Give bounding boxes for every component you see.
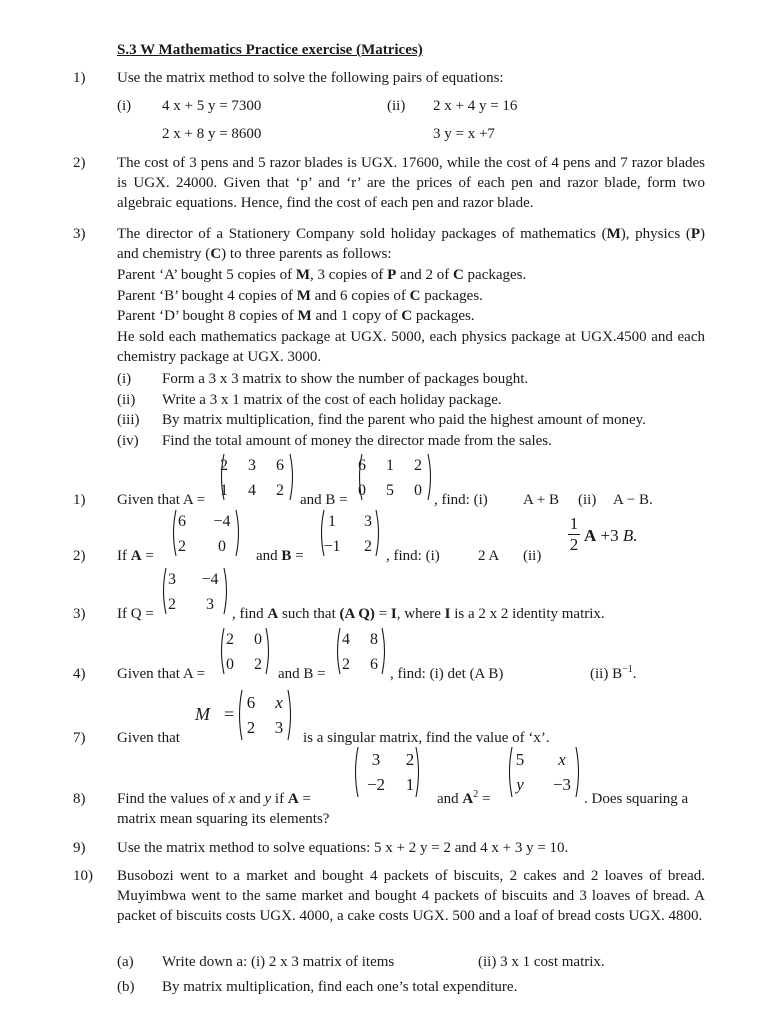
question-number: 7) — [73, 730, 86, 746]
question-number: 1) — [73, 492, 86, 508]
matrix-cell: 1 — [405, 775, 415, 794]
equation: 2 x + 8 y = 8600 — [162, 126, 262, 142]
right-paren — [576, 747, 579, 797]
matrix-cell: 6 — [358, 457, 366, 474]
question-text: If A = — [117, 548, 154, 564]
part-text: By matrix multiplication, find the parent who paid the highest amount of money. — [162, 412, 646, 428]
part-label: (ii) — [578, 492, 597, 508]
right-paren — [236, 510, 239, 556]
part-label: (a) — [117, 954, 134, 970]
question-number: 2) — [73, 548, 86, 564]
matrix-cell: 2 — [364, 538, 372, 555]
left-paren — [356, 747, 359, 797]
question-text: . Does squaring a — [584, 791, 689, 807]
question-text: If Q = — [117, 606, 154, 622]
question-text: He sold each mathematics package at UGX. 5000, each physics package at UGX.4500 and each chemistry package at UGX. 3000. — [117, 329, 705, 365]
equation: 4 x + 5 y = 7300 — [162, 98, 262, 114]
part-text: Write a 3 x 1 matrix of the cost of each holiday package. — [162, 392, 502, 408]
matrix-cell: −1 — [323, 538, 341, 555]
matrix-b — [318, 509, 382, 557]
matrix-cell: 1 — [220, 482, 228, 499]
matrix-cell: −4 — [213, 513, 231, 530]
matrix-cell: 6 — [370, 656, 378, 673]
matrix-cell: 3 — [274, 718, 284, 737]
part-text: (ii) 3 x 1 cost matrix. — [478, 954, 605, 970]
part-text: By matrix multiplication, find each one’s total expenditure. — [162, 979, 518, 995]
expression: (ii) $B^{-1}$. — [590, 664, 637, 682]
matrix-cell: 0 — [226, 656, 234, 673]
question-number: 10) — [73, 868, 93, 884]
matrix-b — [334, 627, 388, 675]
question-number: 4) — [73, 666, 86, 682]
equation: 3 y = x +7 — [433, 126, 495, 142]
matrix-cell: 6 — [246, 693, 256, 712]
question-text: , find: (i) det (A B) — [390, 666, 504, 682]
question-text: The cost of 3 pens and 5 razor blades is UGX. 17600, while the cost of 4 pens and 7 razor blades is UGX. 24000. Given that ‘p’ and ‘r’ are the prices of each pen and razor blade, form two algebraic equations. Hence, find the cost of each pen and razor blade. — [117, 155, 705, 211]
question-number: 2) — [73, 155, 86, 171]
question-number: 8) — [73, 791, 86, 807]
matrix-cell: y — [516, 775, 524, 794]
part-label: (ii) — [117, 392, 136, 408]
matrix-cell: 8 — [370, 631, 378, 648]
question-text: is a singular matrix, find the value of ‘x’. — [303, 730, 550, 746]
matrix-m — [236, 689, 294, 741]
matrix-cell: 6 — [276, 457, 284, 474]
equals-sign: = — [224, 704, 235, 724]
question-number: 3) — [73, 226, 86, 242]
question-number: 9) — [73, 840, 86, 856]
matrix-cell: 0 — [218, 538, 226, 555]
question-text: , find: (i) — [434, 492, 488, 508]
page-title: S.3 W Mathematics Practice exercise (Matrices) — [117, 42, 423, 58]
part-label: (i) — [117, 98, 132, 114]
matrix-cell: 2 — [405, 750, 415, 769]
question-text: , find: (i) — [386, 548, 440, 564]
question-text: , find A such that (A Q) = I, where I is a 2 x 2 identity matrix. — [232, 606, 605, 622]
matrix-cell: 2 — [226, 631, 234, 648]
fraction-denominator: 2 — [569, 535, 579, 554]
matrix-cell: 3 — [206, 596, 214, 613]
matrix-cell: 3 — [168, 571, 176, 588]
part-label: (i) — [117, 371, 132, 387]
question-text: and $A^2$ = — [437, 789, 491, 807]
parent-a-line: Parent ‘A’ bought 5 copies of M, 3 copies of P and 2 of C packages. — [117, 267, 527, 283]
matrix-cell: 0 — [358, 482, 366, 499]
question-number: 3) — [73, 606, 86, 622]
equation: 2 x + 4 y = 16 — [433, 98, 518, 114]
matrix-cell: 3 — [364, 513, 372, 530]
matrix-cell: x — [558, 750, 566, 769]
question-text: Use the matrix method to solve the following pairs of equations: — [117, 70, 504, 86]
part-label: (ii) — [387, 98, 406, 114]
part-text: Write down a: (i) 2 x 3 matrix of items — [162, 954, 395, 970]
question-text: Given that A = — [117, 492, 206, 508]
question-text: Use the matrix method to solve equations: 5 x + 2 y = 2 and 4 x + 3 y = 10. — [117, 840, 569, 856]
matrix-cell: 5 — [515, 750, 525, 769]
matrix-cell: 6 — [178, 513, 186, 530]
question-text: matrix mean squaring its elements? — [117, 811, 330, 827]
parent-d-line: Parent ‘D’ bought 8 copies of M and 1 copy of C packages. — [117, 308, 475, 324]
expression: A − B. — [613, 492, 653, 508]
part-label: (b) — [117, 979, 135, 995]
part-label: (ii) — [523, 548, 542, 564]
part-label: (iv) — [117, 433, 139, 449]
matrix-cell: 2 — [254, 656, 262, 673]
question-text: Busobozi went to a market and bought 4 packets of biscuits, 2 cakes and 2 loaves of bread. Muyimbwa went to the same market and bought 4 packets of biscuits and 3 loaves of bread. A packet of biscuits costs UGX. 4000, a cake costs UGX. 500 and a loaf of bread costs UGX. 4800. — [117, 868, 705, 924]
matrix-cell: 2 — [178, 538, 186, 555]
question-text: The director of a Stationery Company sold holiday packages of mathematics (M), physics (P) and chemistry (C) to three parents as follows: — [117, 226, 705, 262]
part-text: Find the total amount of money the director made from the sales. — [162, 433, 552, 449]
matrix-a — [218, 453, 296, 501]
expression: A +3 B. — [584, 526, 638, 545]
matrix-q — [160, 567, 230, 615]
part-label: (iii) — [117, 412, 140, 428]
matrix-cell: 2 — [414, 457, 422, 474]
matrix-cell: 0 — [254, 631, 262, 648]
parent-b-line: Parent ‘B’ bought 4 copies of M and 6 copies of C packages. — [117, 288, 483, 304]
expression: 2 A — [478, 548, 500, 564]
matrix-cell: 2 — [168, 596, 176, 613]
expression: A + B — [523, 492, 559, 508]
right-paren — [224, 568, 227, 614]
question-text: Given that A = — [117, 666, 206, 682]
matrix-cell: −2 — [366, 775, 386, 794]
question-text: Given that — [117, 730, 180, 746]
matrix-cell: 2 — [246, 718, 256, 737]
matrix-cell: 2 — [276, 482, 284, 499]
part-text: Form a 3 x 3 matrix to show the number of packages bought. — [162, 371, 529, 387]
matrix-label: M — [195, 704, 210, 724]
matrix-cell: −3 — [552, 775, 572, 794]
matrix-cell: 4 — [342, 631, 350, 648]
matrix-cell: 2 — [342, 656, 350, 673]
matrix-cell: −4 — [201, 571, 219, 588]
matrix-b — [356, 453, 434, 501]
matrix-cell: 3 — [248, 457, 256, 474]
matrix-a — [218, 627, 272, 675]
matrix-cell: 1 — [386, 457, 394, 474]
question-text: and B = — [256, 548, 304, 564]
matrix-a — [170, 509, 242, 557]
matrix-cell: 0 — [414, 482, 422, 499]
question-text: and B = — [300, 492, 348, 508]
question-text: Find the values of x and y if A = — [117, 791, 311, 807]
question-number: 1) — [73, 70, 86, 86]
matrix-a-squared — [506, 746, 582, 798]
matrix-cell: 2 — [220, 457, 228, 474]
matrix-cell: 5 — [386, 482, 394, 499]
matrix-cell: 3 — [371, 750, 381, 769]
matrix-cell: 1 — [328, 513, 336, 530]
matrix-cell: x — [275, 693, 283, 712]
matrix-a — [352, 746, 422, 798]
fraction-numerator: 1 — [569, 514, 579, 533]
matrix-cell: 4 — [248, 482, 256, 499]
question-text: and B = — [278, 666, 326, 682]
